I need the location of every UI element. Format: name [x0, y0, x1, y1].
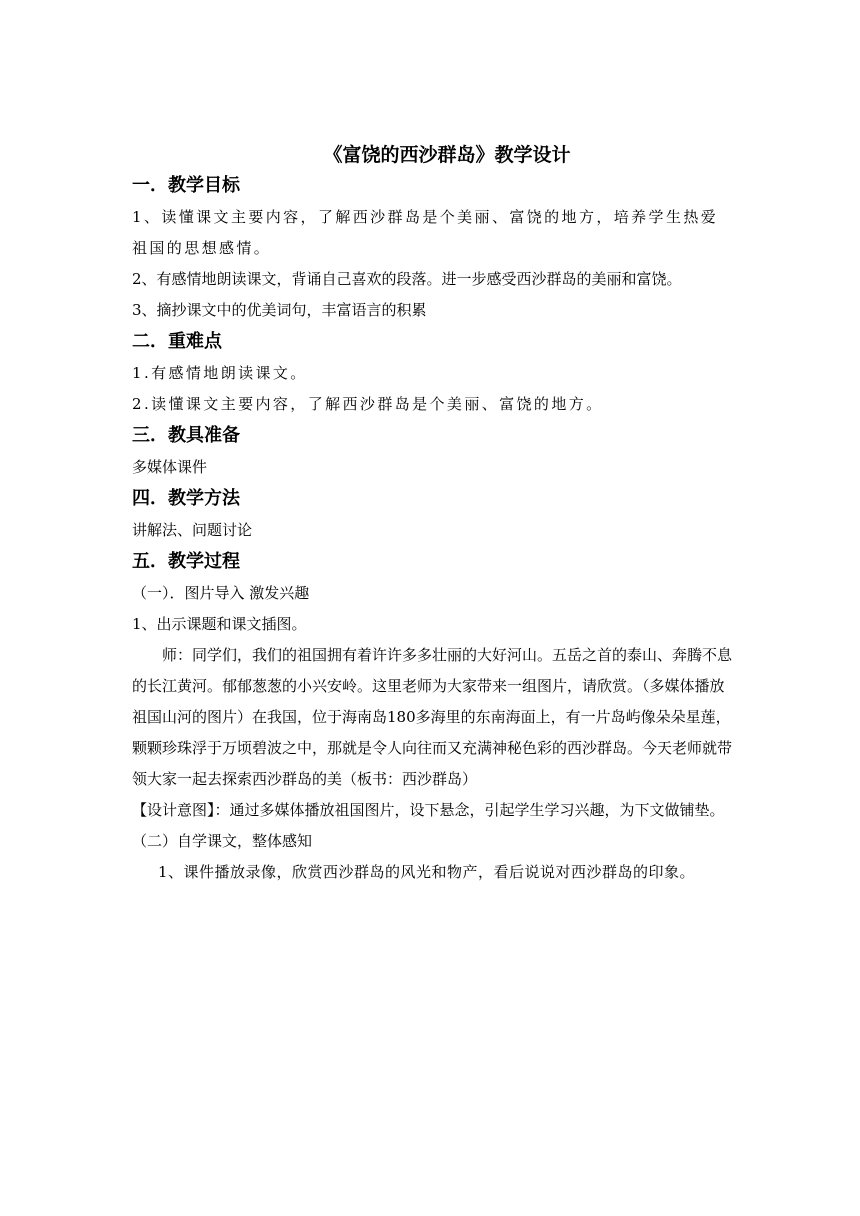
- document-page: [132, 140, 732, 888]
- materials-text: 多媒体课件: [132, 458, 208, 476]
- process-step-heading-2: （二）自学课文，整体感知: [132, 832, 313, 850]
- section-heading-key-points: 二．重难点: [132, 331, 222, 352]
- process-item-1: 1、出示课题和课文插图。: [132, 615, 307, 633]
- objective-item-2: 2、有感情地朗读课文，背诵自己喜欢的段落。进一步感受西沙群岛的美丽和富饶。: [132, 270, 682, 288]
- section-heading-materials: 三．教具准备: [132, 425, 240, 446]
- objective-item-3: 3、摘抄课文中的优美词句，丰富语言的积累: [132, 301, 427, 319]
- teacher-introduction-paragraph: 师：同学们，我们的祖国拥有着许许多多壮丽的大好河山。五岳之首的泰山、奔腾不息的长江黄河。郁郁葱葱的小兴安岭。这里老师为大家带来一组图片，请欣赏。（多媒体播放祖国山河的图片）在我国，位于海南岛180多海里的东南海面上，有一片岛屿像朵朵星莲，颗颗珍珠浮于万顷碧波之中，那就是令人向往而又充满神秘色彩的西沙群岛。今天老师就带领大家一起去探索西沙群岛的美（板书：西沙群岛）: [132, 646, 733, 788]
- section-heading-objectives: 一．教学目标: [132, 175, 240, 196]
- key-point-item-1: 1.有感情地朗读课文。: [132, 364, 308, 382]
- key-point-item-2: 2.读懂课文主要内容，了解西沙群岛是个美丽、富饶的地方。: [132, 395, 604, 413]
- document-title: 《富饶的西沙群岛》教学设计: [323, 144, 571, 166]
- section-heading-process: 五．教学过程: [132, 551, 240, 572]
- process-step-heading-1: （一）．图片导入 激发兴趣: [132, 584, 310, 602]
- process-item-video: 1、课件播放录像，欣赏西沙群岛的风光和物产，看后说说对西沙群岛的印象。: [158, 863, 696, 881]
- methods-text: 讲解法、问题讨论: [132, 521, 253, 539]
- objective-item-1: 1、读懂课文主要内容，了解西沙群岛是个美丽、富饶的地方，培养学生热爱祖国的思想感情。: [132, 208, 719, 257]
- section-heading-methods: 四．教学方法: [132, 488, 240, 509]
- design-intent-paragraph: 【设计意图】：通过多媒体播放祖国图片，设下悬念，引起学生学习兴趣，为下文做铺垫。: [132, 801, 725, 819]
